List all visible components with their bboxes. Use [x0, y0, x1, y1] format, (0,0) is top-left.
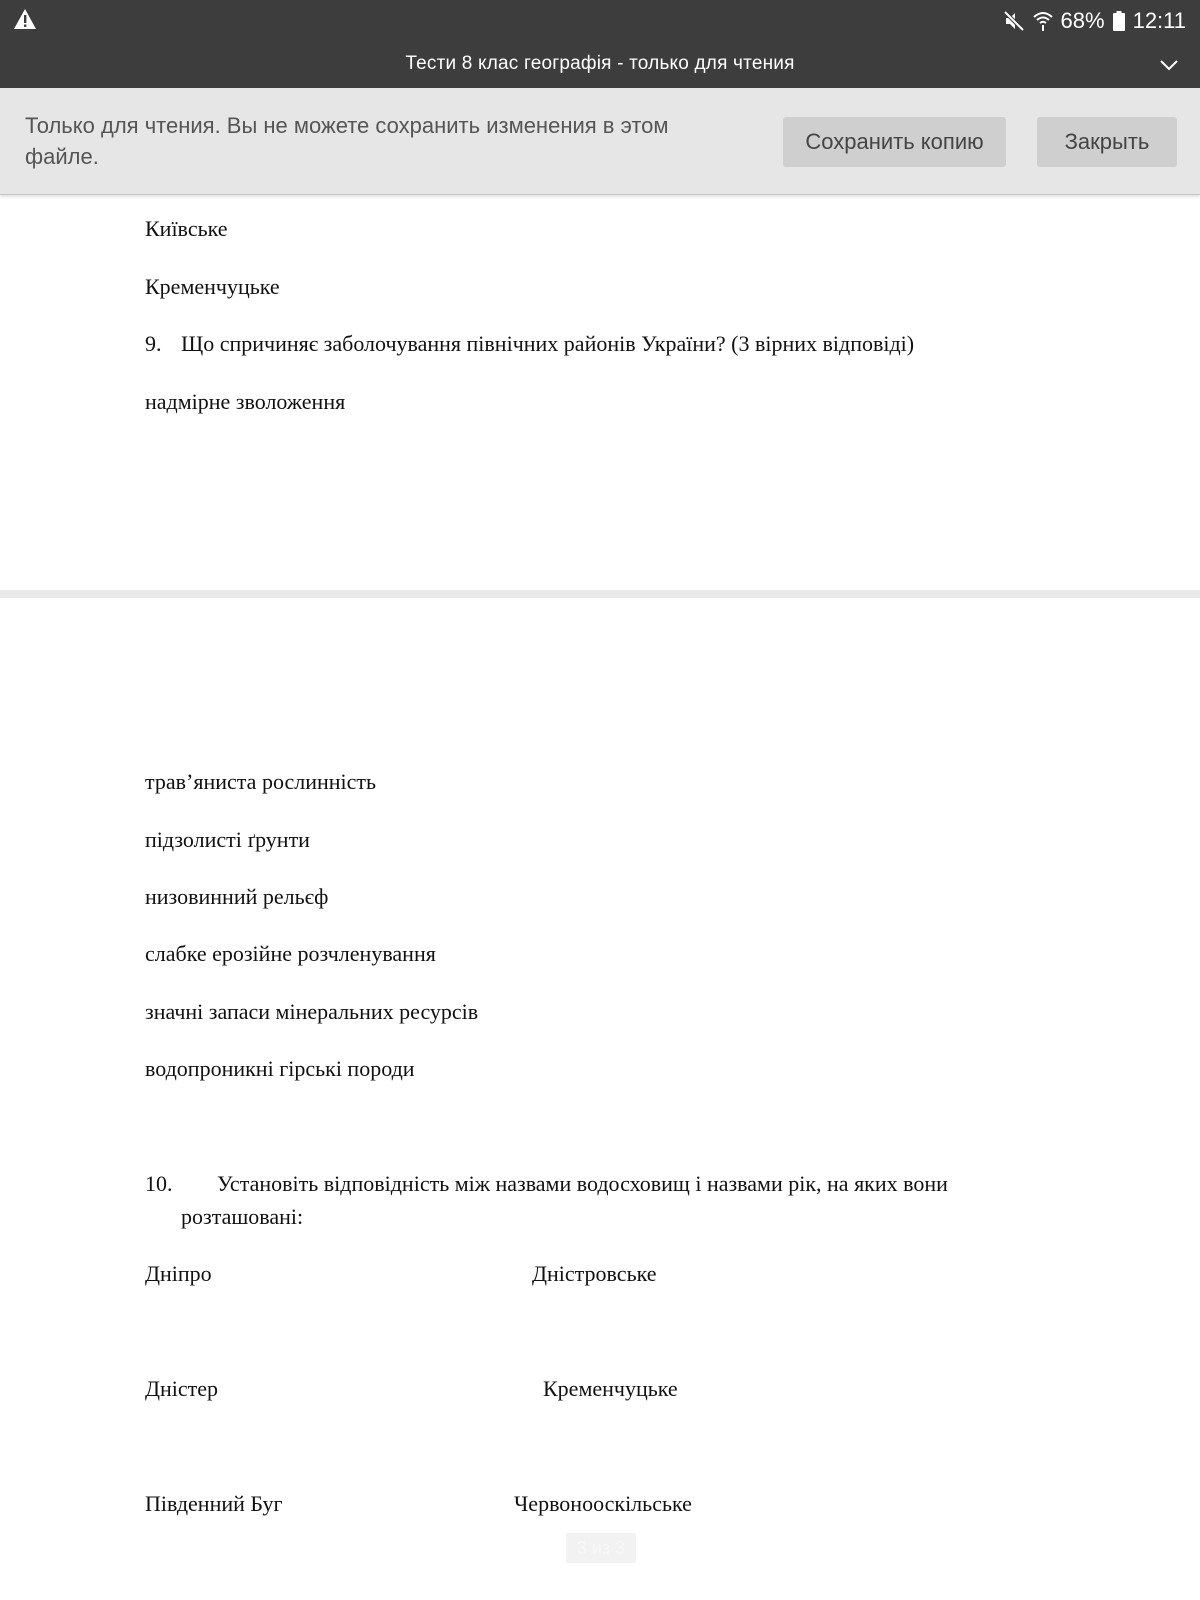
- chevron-down-icon[interactable]: [1158, 54, 1180, 76]
- question-text: Установіть відповідність між назвами водосховищ і назвами рік, на яких вони: [217, 1171, 948, 1196]
- river-name: Дністер: [145, 1376, 219, 1401]
- reservoir-name: Червонооскільське: [514, 1491, 692, 1516]
- answer-option: Київське: [145, 216, 228, 241]
- reservoir-name: Кременчуцьке: [543, 1376, 678, 1401]
- page-indicator: 3 из 3: [566, 1533, 636, 1563]
- answer-option: низовинний рельєф: [145, 884, 329, 909]
- save-copy-button[interactable]: Сохранить копию: [783, 117, 1006, 167]
- warning-triangle-icon: [13, 8, 37, 30]
- status-indicators: [1003, 6, 1186, 36]
- question-number: 10.: [145, 1171, 173, 1196]
- mute-icon: [1003, 10, 1025, 32]
- read-only-message: Только для чтения. Вы не можете сохранить изменения в этом файле.: [25, 113, 669, 169]
- status-bar: [0, 0, 1200, 44]
- battery-icon: [1113, 11, 1125, 31]
- battery-percent: 68%: [1060, 8, 1105, 33]
- close-button[interactable]: Закрыть: [1037, 117, 1177, 167]
- title-bar: [0, 44, 1200, 88]
- river-name: Південний Буг: [145, 1491, 283, 1516]
- answer-option: Кременчуцьке: [145, 274, 280, 299]
- answer-option: надмірне зволоження: [145, 389, 346, 414]
- river-name: Дніпро: [145, 1261, 212, 1286]
- clock: 12:11: [1132, 8, 1186, 33]
- answer-option: трав’яниста рослинність: [145, 769, 377, 794]
- document-title: Тести 8 клас географія - только для чтения: [405, 53, 795, 74]
- answer-option: водопроникні гірські породи: [145, 1056, 415, 1081]
- page-separator: [0, 590, 1200, 598]
- question-text: Що спричиняє заболочування північних районів України? (3 вірних відповіді): [181, 331, 915, 356]
- answer-option: значні запаси мінеральних ресурсів: [145, 999, 479, 1024]
- read-only-banner: [0, 88, 1200, 195]
- reservoir-name: Дністровське: [532, 1261, 657, 1286]
- wifi-icon: [1033, 10, 1053, 32]
- question-text-continued: розташовані:: [181, 1204, 304, 1229]
- question-number: 9.: [145, 331, 162, 356]
- answer-option: підзолисті ґрунти: [145, 827, 310, 852]
- answer-option: слабке ерозійне розчленування: [145, 941, 436, 966]
